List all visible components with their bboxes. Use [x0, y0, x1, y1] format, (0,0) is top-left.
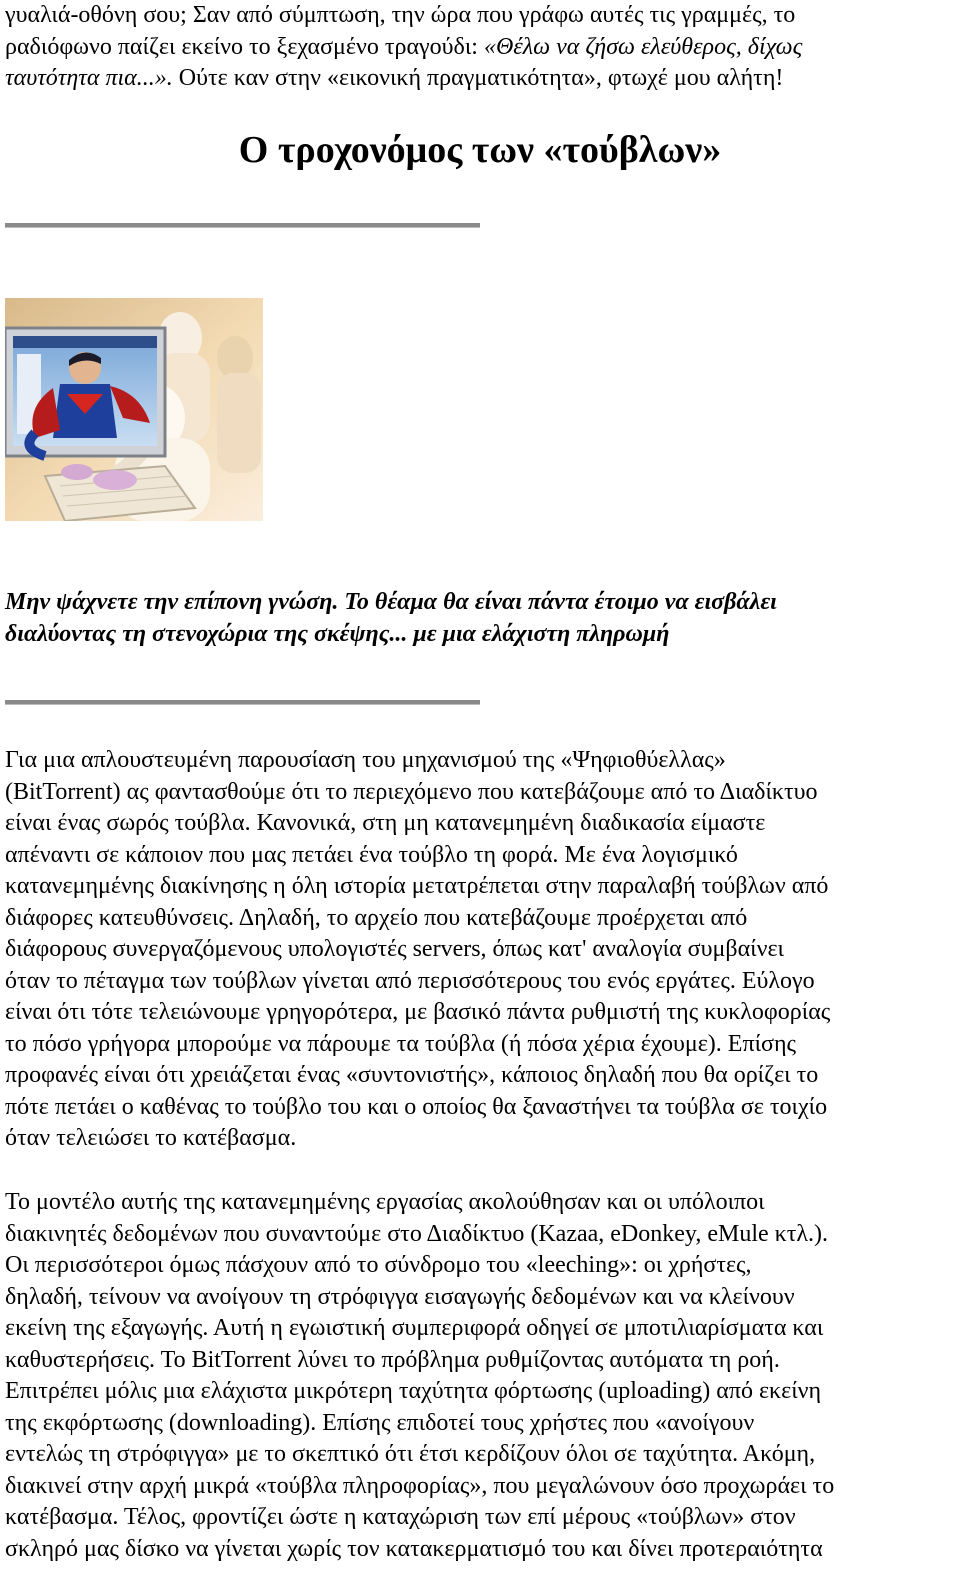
- text-line: εκείνη της εξαγωγής. Αυτή η εγωιστική συμπεριφορά οδηγεί σε μποτιλιαρίσματα και: [5, 1315, 824, 1341]
- text-line: όταν τελειώσει το κατέβασμα.: [5, 1125, 297, 1151]
- text-segment: ραδιόφωνο παίζει εκείνο το ξεχασμένο τραγούδι:: [5, 33, 484, 60]
- person-at-computer-photo: [5, 298, 263, 521]
- song-lyric-quote: «Θέλω να ζήσω ελεύθερος, δίχως: [483, 33, 803, 60]
- text-line: [5, 32, 955, 64]
- text-line: κατέβασμα. Τέλος, φροντίζει ώστε η καταχώριση των επί μέρους «τούβλων» στον: [5, 1504, 796, 1530]
- image-caption: [5, 586, 955, 650]
- song-lyric-quote-end: ταυτότητα πια...».: [5, 65, 173, 91]
- text-line: είναι ότι τότε τελειώνουμε γρηγορότερα, με βασικό πάντα ρυθμιστή της κυκλοφορίας: [5, 999, 831, 1025]
- bittorrent-explanation-paragraph: [5, 745, 955, 1155]
- text-line: (BitTorrent) ας φαντασθούμε ότι το περιεχόμενο που κατεβάζουμε από το Διαδίκτυο: [5, 778, 818, 805]
- text-line: όταν το πέταγμα των τούβλων γίνεται από περισσότερους του ενός εργάτες. Εύλογο: [5, 967, 815, 994]
- text-line: είναι ένας σωρός τούβλα. Κανονικά, στη μη κατανεμημένη διαδικασία είμαστε: [5, 810, 766, 836]
- text-line: διάφορους συνεργαζόμενους υπολογιστές servers, όπως κατ' αναλογία συμβαίνει: [5, 936, 784, 962]
- article-title: Ο τροχονόμος των «τούβλων»: [238, 129, 722, 171]
- text-line: Επιτρέπει μόλις μια ελάχιστα μικρότερη ταχύτητα φόρτωσης (uploading) από εκείνη: [5, 1378, 822, 1404]
- text-line: Οι περισσότεροι όμως πάσχουν από το σύνδρομο του «leeching»: οι χρήστες,: [5, 1252, 752, 1278]
- text-line: το πόσο γρήγορα μπορούμε να πάρουμε τα τούβλα (ή πόσα χέρια έχουμε). Επίσης: [5, 1030, 797, 1057]
- text-line: διακινεί στην αρχή μικρά «τούβλα πληροφορίας», που μεγαλώνουν όσο προχωράει το: [5, 1472, 835, 1499]
- text-line: κατανεμημένης διακίνησης η όλη ιστορία μετατρέπεται στην παραλαβή τούβλων από: [5, 873, 829, 899]
- text-line: καθυστερήσεις. Το BitTorrent λύνει το πρόβλημα ρυθμίζοντας αυτόματα τη ροή.: [5, 1346, 780, 1373]
- horizontal-rule: [5, 700, 480, 705]
- text-line: απέναντι σε κάποιον που μας πετάει ένα τούβλο τη φορά. Με ένα λογισμικό: [5, 841, 738, 868]
- text-line: εντελώς τη στρόφιγγα» με το σκεπτικό ότι έτσι κερδίζουν όλοι σε ταχύτητα. Ακόμη,: [5, 1441, 816, 1467]
- text-line: σκληρό μας δίσκο να γίνεται χωρίς τον κατακερματισμό του και δίνει προτεραιότητα: [5, 1535, 823, 1562]
- text-line: της εκφόρτωσης (downloading). Επίσης επιδοτεί τους χρήστες που «ανοίγουν: [5, 1409, 755, 1436]
- text-line: διακινητές δεδομένων που συναντούμε στο Διαδίκτυο (Kazaa, eDonkey, eMule κτλ.).: [5, 1220, 829, 1247]
- text-line: προφανές είναι ότι χρειάζεται ένας «συντονιστής», κάποιος δηλαδή που θα ορίζει το: [5, 1062, 819, 1088]
- text-line: γυαλιά-οθόνη σου; Σαν από σύμπτωση, την ώρα που γράφω αυτές τις γραμμές, το: [5, 2, 796, 28]
- text-line: Για μια απλουστευμένη παρουσίαση του μηχανισμού της «Ψηφιοθύελλας»: [5, 747, 726, 773]
- text-line: Το μοντέλο αυτής της κατανεμημένης εργασίας ακολούθησαν και οι υπόλοιποι: [5, 1189, 765, 1215]
- distributed-model-paragraph: [5, 1187, 955, 1565]
- text-line: πότε πετάει ο καθένας το τούβλο του και ο οποίος θα ξαναστήνει τα τούβλα σε τοιχίο: [5, 1093, 828, 1120]
- intro-paragraph: [5, 0, 955, 95]
- text-line: διάφορες κατευθύνσεις. Δηλαδή, το αρχείο που κατεβάζουμε προέρχεται από: [5, 904, 748, 931]
- text-segment: Ούτε καν στην «εικονική πραγματικότητα», φτωχέ μου αλήτη!: [172, 65, 784, 91]
- text-line: [5, 63, 955, 95]
- photo-illustration-icon: [5, 298, 263, 521]
- caption-line: διαλύοντας τη στενοχώρια της σκέψης... με μια ελάχιστη πληρωμή: [5, 621, 670, 647]
- horizontal-rule: [5, 223, 480, 228]
- text-line: δηλαδή, τείνουν να ανοίγουν τη στρόφιγγα εισαγωγής δεδομένων και να κλείνουν: [5, 1283, 795, 1310]
- caption-line: Μην ψάχνετε την επίπονη γνώση. Το θέαμα θα είναι πάντα έτοιμο να εισβάλει: [5, 589, 777, 615]
